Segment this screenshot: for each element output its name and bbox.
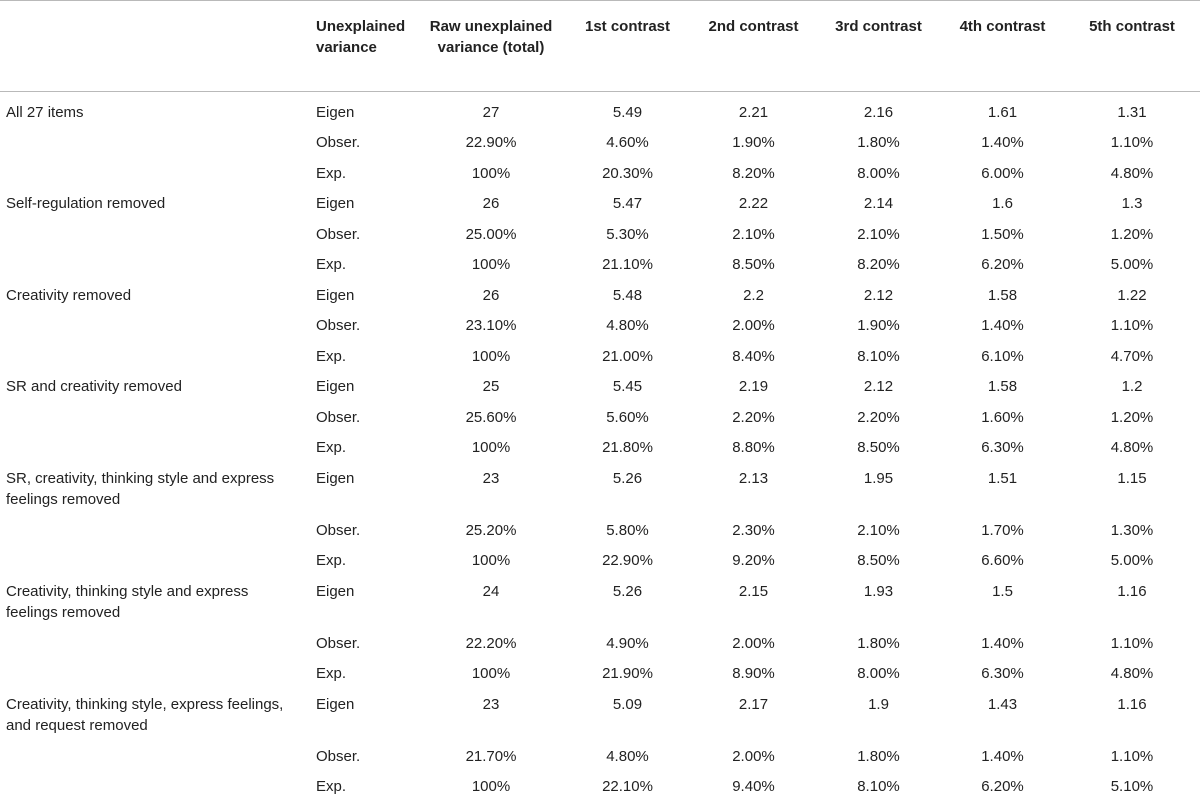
value-cell: 2.19 [738,378,769,395]
measure-label: Obser. [316,747,361,765]
item-set-label: SR, creativity, thinking style and express feelings removed [6,469,275,508]
table-row [0,546,1200,577]
value-cell: 4.90% [606,634,649,652]
value-cell: 1.6 [992,195,1013,212]
value-cell: 5.49 [612,104,643,121]
value-cell: 100% [471,256,511,273]
measure-label: Obser. [316,521,361,539]
table-row [0,629,1200,660]
value-cell: 8.40% [732,347,775,365]
measure-label: Exp. [316,164,347,182]
item-set-empty [0,516,300,547]
value-cell: 5.10% [1110,778,1154,795]
value-cell: 1.90% [732,134,775,151]
table-row [0,516,1200,547]
measure-label: Eigen [316,695,355,713]
item-set-empty [0,220,300,251]
value-cell: 2.15 [738,582,769,600]
value-cell: 1.80% [857,134,900,151]
value-cell: 4.80% [606,747,649,765]
value-cell: 1.51 [987,469,1018,487]
value-cell: 1.3 [1121,195,1143,212]
value-cell: 8.50% [732,256,775,273]
value-cell: 8.20% [732,164,775,182]
table-row [0,403,1200,434]
measure-label: Obser. [316,225,361,243]
value-cell: 100% [471,439,511,456]
value-cell: 1.31 [1117,104,1147,121]
measure-label: Eigen [316,378,355,395]
value-cell: 1.10% [1110,634,1154,652]
value-cell: 26 [482,286,500,304]
value-cell: 6.20% [981,778,1024,795]
value-cell: 4.80% [606,317,649,334]
value-cell: 2.17 [738,695,769,713]
value-cell: 8.10% [857,778,900,795]
value-cell: 5.26 [612,469,643,487]
value-cell: 5.26 [612,582,643,600]
value-cell: 100% [471,347,511,365]
value-cell: 2.12 [863,378,894,395]
value-cell: 1.40% [981,134,1024,151]
value-cell: 8.00% [857,665,900,682]
value-cell: 23 [482,695,500,713]
value-cell: 27 [482,104,500,121]
value-cell: 6.00% [981,164,1024,182]
value-cell: 1.10% [1110,134,1154,151]
table-row [0,742,1200,773]
item-set-empty [0,128,300,159]
item-set-empty [0,659,300,690]
table-row [0,342,1200,373]
value-cell: 1.5 [992,582,1013,600]
value-cell: 1.20% [1110,225,1154,243]
item-set-empty [0,159,300,190]
value-cell: 1.50% [981,225,1024,243]
value-cell: 5.45 [612,378,643,395]
item-set-label: Self-regulation removed [6,195,166,212]
table-row [0,159,1200,190]
value-cell: 1.40% [981,747,1024,765]
table-row [0,92,1200,129]
value-cell: 21.00% [602,347,653,365]
value-cell: 1.70% [981,521,1024,539]
value-cell: 4.60% [606,134,649,151]
value-cell: 23 [482,469,500,487]
value-cell: 100% [471,778,511,795]
value-cell: 25.20% [465,521,517,539]
value-cell: 1.10% [1110,317,1154,334]
measure-label: Eigen [316,195,355,212]
value-cell: 4.80% [1110,439,1154,456]
table-row [0,464,1200,516]
header-5th-contrast: 5th contrast [1064,1,1200,92]
value-cell: 23.10% [465,317,517,334]
value-cell: 8.50% [857,552,900,569]
measure-label: Exp. [316,778,347,795]
value-cell: 2.00% [732,747,775,765]
value-cell: 2.30% [732,521,775,539]
value-cell: 1.40% [981,317,1024,334]
measure-label: Eigen [316,286,355,304]
value-cell: 5.80% [606,521,649,539]
header-item-set [0,1,300,92]
value-cell: 1.20% [1110,408,1154,426]
measure-label: Obser. [316,408,361,426]
value-cell: 8.20% [857,256,900,273]
value-cell: 9.20% [732,552,775,569]
item-set-empty [0,433,300,464]
measure-label: Eigen [316,469,355,487]
value-cell: 1.30% [1110,521,1154,539]
table-row [0,659,1200,690]
item-set-label: Creativity, thinking style, express feelings, and request removed [6,695,284,734]
table-row [0,250,1200,281]
value-cell: 5.00% [1110,552,1154,569]
value-cell: 5.47 [612,195,643,212]
value-cell: 100% [471,164,511,182]
item-set-empty [0,546,300,577]
value-cell: 4.70% [1110,347,1154,365]
measure-label: Obser. [316,317,361,334]
value-cell: 2.00% [732,317,775,334]
value-cell: 5.00% [1110,256,1154,273]
value-cell: 6.30% [981,439,1024,456]
measure-label: Exp. [316,256,347,273]
value-cell: 1.10% [1110,747,1154,765]
item-set-empty [0,742,300,773]
value-cell: 100% [471,665,511,682]
value-cell: 1.93 [863,582,894,600]
value-cell: 6.20% [981,256,1024,273]
value-cell: 6.10% [981,347,1024,365]
value-cell: 25 [482,378,500,395]
measure-label: Obser. [316,634,361,652]
measure-label: Obser. [316,134,361,151]
header-2nd-contrast: 2nd contrast [691,1,816,92]
value-cell: 8.80% [732,439,775,456]
table-row [0,311,1200,342]
value-cell: 1.58 [987,286,1018,304]
value-cell: 1.9 [868,695,889,713]
table-row [0,281,1200,312]
item-set-label: Creativity, thinking style and express feelings removed [6,582,249,621]
value-cell: 5.09 [612,695,643,713]
value-cell: 22.90% [602,552,653,569]
header-3rd-contrast: 3rd contrast [816,1,941,92]
value-cell: 21.10% [602,256,653,273]
item-set-label: SR and creativity removed [6,378,182,395]
value-cell: 24 [482,582,500,600]
value-cell: 2.10% [732,225,775,243]
value-cell: 1.58 [987,378,1018,395]
value-cell: 20.30% [602,164,653,182]
value-cell: 6.60% [981,552,1024,569]
table-header [0,1,1200,92]
item-set-empty [0,250,300,281]
measure-label: Exp. [316,439,347,456]
value-cell: 1.43 [987,695,1018,713]
value-cell: 1.95 [863,469,894,487]
value-cell: 1.16 [1117,582,1147,600]
measure-label: Exp. [316,665,347,682]
value-cell: 1.60% [981,408,1024,426]
value-cell: 5.48 [612,286,643,304]
value-cell: 100% [471,552,511,569]
table-row [0,577,1200,629]
value-cell: 1.2 [1121,378,1143,395]
header-row [0,1,1200,92]
value-cell: 21.70% [465,747,517,765]
value-cell: 1.90% [857,317,900,334]
table-row [0,372,1200,403]
value-cell: 4.80% [1110,665,1154,682]
value-cell: 1.16 [1117,695,1147,713]
header-unexplained-variance: Unexplained variance [300,1,418,92]
value-cell: 1.80% [857,634,900,652]
table-row [0,128,1200,159]
header-raw-unexplained-variance: Raw unexplained variance (total) [418,1,564,92]
header-4th-contrast: 4th contrast [941,1,1064,92]
value-cell: 4.80% [1110,164,1154,182]
value-cell: 22.10% [602,778,653,795]
value-cell: 2.10% [857,225,900,243]
table-row [0,772,1200,803]
value-cell: 1.40% [981,634,1024,652]
item-set-empty [0,342,300,373]
value-cell: 25.00% [465,225,517,243]
value-cell: 26 [482,195,500,212]
value-cell: 1.15 [1117,469,1147,487]
value-cell: 2.2 [743,286,764,304]
item-set-label: Creativity removed [6,286,132,304]
value-cell: 8.10% [857,347,900,365]
value-cell: 2.16 [863,104,894,121]
value-cell: 2.21 [738,104,769,121]
table-body [0,92,1200,803]
value-cell: 5.30% [606,225,649,243]
value-cell: 2.10% [857,521,900,539]
value-cell: 6.30% [981,665,1024,682]
value-cell: 8.90% [732,665,775,682]
value-cell: 1.22 [1117,286,1147,304]
value-cell: 1.61 [987,104,1018,121]
value-cell: 2.13 [738,469,769,487]
value-cell: 21.90% [602,665,653,682]
item-set-label: All 27 items [6,104,84,121]
item-set-empty [0,772,300,803]
value-cell: 22.20% [465,634,517,652]
value-cell: 8.00% [857,164,900,182]
measure-label: Eigen [316,582,355,600]
value-cell: 2.12 [863,286,894,304]
item-set-empty [0,311,300,342]
value-cell: 25.60% [465,408,517,426]
header-1st-contrast: 1st contrast [564,1,691,92]
value-cell: 2.20% [857,408,900,426]
table-row [0,433,1200,464]
measure-label: Eigen [316,104,355,121]
value-cell: 8.50% [857,439,900,456]
table-row [0,189,1200,220]
value-cell: 2.20% [732,408,775,426]
value-cell: 2.22 [738,195,769,212]
table-row [0,220,1200,251]
value-cell: 2.14 [863,195,894,212]
value-cell: 5.60% [606,408,649,426]
item-set-empty [0,403,300,434]
value-cell: 21.80% [602,439,653,456]
value-cell: 1.80% [857,747,900,765]
measure-label: Exp. [316,347,347,365]
value-cell: 22.90% [465,134,517,151]
item-set-empty [0,629,300,660]
measure-label: Exp. [316,552,347,569]
table-row [0,690,1200,742]
value-cell: 2.00% [732,634,775,652]
value-cell: 9.40% [732,778,775,795]
